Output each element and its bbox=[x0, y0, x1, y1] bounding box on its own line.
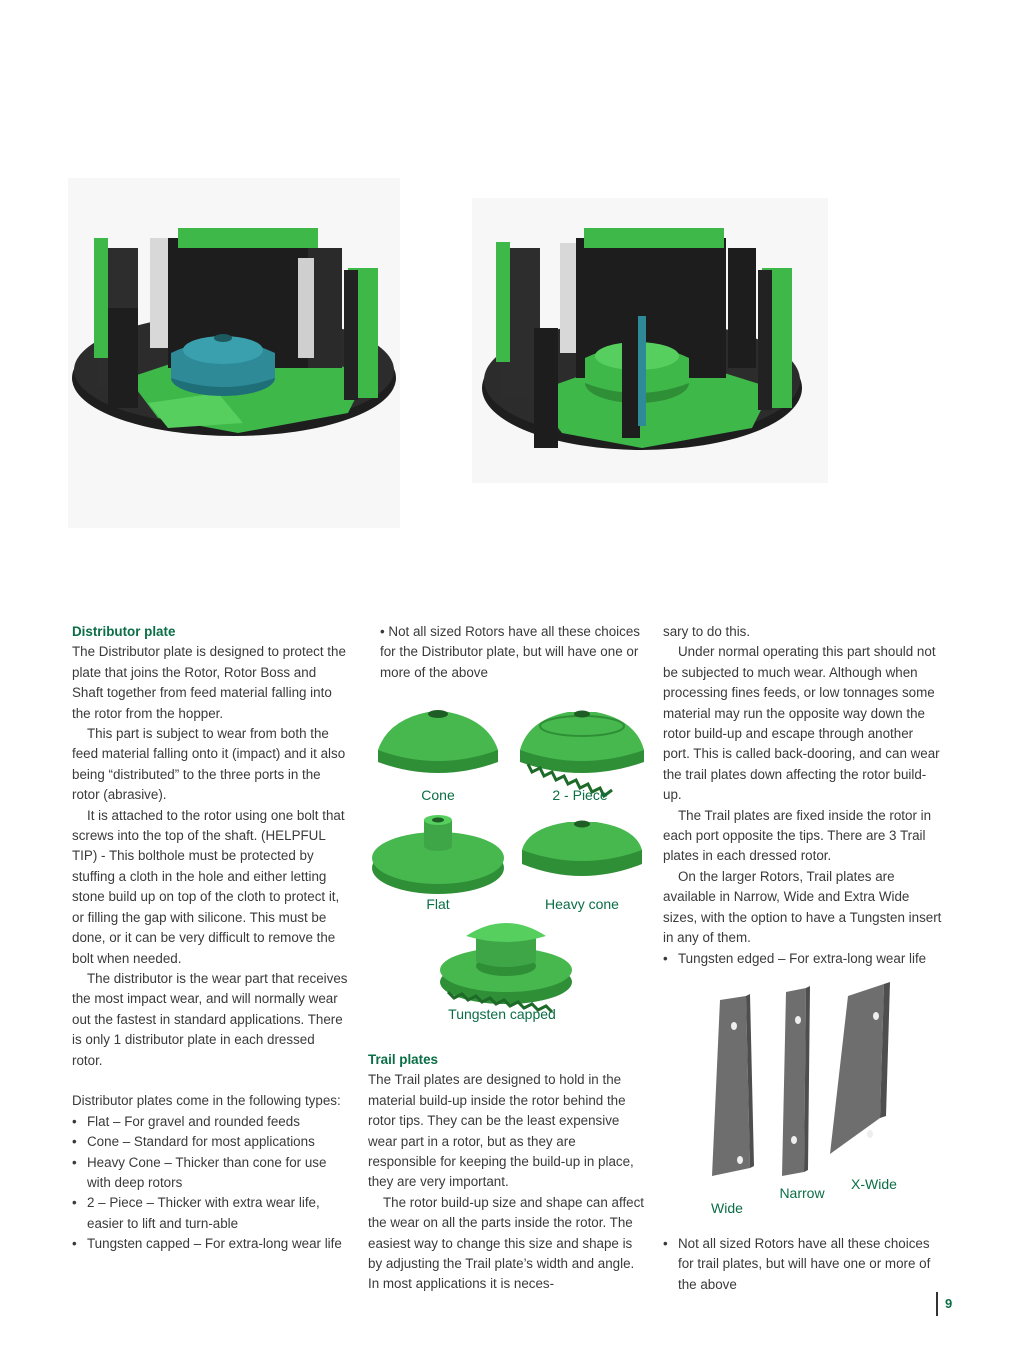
page-number: 9 bbox=[936, 1292, 952, 1316]
cone-part bbox=[378, 710, 498, 773]
middle-column-bottom bbox=[368, 1050, 646, 1295]
right-column-top bbox=[663, 622, 943, 969]
left-column bbox=[72, 622, 348, 1255]
distributor-plate-heading: Distributor plate bbox=[72, 624, 176, 639]
right-column-bottom bbox=[663, 1234, 943, 1295]
trail-plates-figure bbox=[690, 978, 940, 1220]
heavy-cone-part bbox=[522, 821, 642, 877]
paragraph: The rotor build-up size and shape can affect the wear on all the parts inside the rotor. The easiest way to change this size and shape is by adjusting the Trail plate’s width and angle. In most applications it is neces- bbox=[368, 1194, 645, 1292]
caption-heavy-cone: Heavy cone bbox=[545, 896, 619, 912]
paragraph: The Trail plates are designed to hold in the material build-up inside the rotor behind the rotor tips. They can be the least expensive wear part in a rotor, but as they are responsible for keeping the build-up in place, they are very important. bbox=[368, 1072, 634, 1190]
list-item: • Tungsten capped – For extra-long wear life bbox=[72, 1234, 348, 1254]
rotor-distributor-image bbox=[68, 178, 400, 528]
types-intro: Distributor plates come in the following types: bbox=[72, 1093, 341, 1109]
paragraph: On the larger Rotors, Trail plates are available in Narrow, Wide and Extra Wide sizes, with the option to have a Tungsten insert in any of them. bbox=[663, 868, 942, 946]
middle-column-top bbox=[380, 622, 648, 683]
list-item: • Cone – Standard for most applications bbox=[72, 1132, 348, 1152]
narrow-trail-plate bbox=[782, 986, 810, 1176]
caption-wide: Wide bbox=[711, 1200, 743, 1216]
flat-part bbox=[372, 815, 504, 894]
list-item: • Heavy Cone – Thicker than cone for use with deep rotors bbox=[72, 1153, 348, 1194]
paragraph: The Distributor plate is designed to protect the plate that joins the Rotor, Rotor Boss and Shaft together from feed material falling into the rotor from the hopper. bbox=[72, 644, 346, 721]
tungsten-capped-part bbox=[440, 923, 572, 1012]
rotor-trail-plate-image bbox=[472, 198, 828, 483]
trail-note-list bbox=[663, 1234, 943, 1295]
paragraph: Under normal operating this part should not be subjected to much wear. Although when processing fines feeds, or low tonnages some material may run the opposite way down the rotor build-up and escape through another port. This is called back-dooring, and can wear the trail plates down affecting the rotor build-up. bbox=[663, 644, 940, 803]
paragraph: sary to do this. bbox=[663, 624, 751, 639]
wide-trail-plate bbox=[712, 994, 754, 1176]
paragraph: It is attached to the rotor using one bolt that screws into the top of the shaft. (HELPFUL TIP) - This bolthole must be protected by stuffing a cloth in the hole and either letting stone build up on top of the cloth to protect it, or filling the gap with silicone. This must be done, or it can be very difficult to remove the bolt when needed. bbox=[72, 807, 345, 966]
caption-tungsten-capped: Tungsten capped bbox=[448, 1006, 556, 1022]
distributor-types-list bbox=[72, 1112, 348, 1255]
xwide-trail-plate bbox=[830, 982, 890, 1154]
two-piece-part bbox=[520, 711, 644, 797]
caption-flat: Flat bbox=[426, 896, 450, 912]
trail-plates-heading: Trail plates bbox=[368, 1052, 438, 1067]
list-item: • Flat – For gravel and rounded feeds bbox=[72, 1112, 348, 1132]
paragraph: The distributor is the wear part that receives the most impact wear, and will normally wear out the fastest in standard applications. There is only 1 distributor plate in each dressed rotor. bbox=[72, 970, 348, 1068]
caption-xwide: X-Wide bbox=[851, 1176, 897, 1192]
caption-cone: Cone bbox=[421, 787, 455, 803]
paragraph: This part is subject to wear from both the feed material falling onto it (impact) and it also being “distributed” to the three ports in the rotor (abrasive). bbox=[72, 726, 346, 803]
caption-narrow: Narrow bbox=[779, 1185, 825, 1201]
list-item: • 2 – Piece – Thicker with extra wear life, easier to lift and turn-able bbox=[72, 1193, 348, 1234]
paragraph: The Trail plates are fixed inside the rotor in each port opposite the tips. There are 3 Trail plates in each dressed rotor. bbox=[663, 807, 932, 864]
caption-two-piece: 2 - Piece bbox=[552, 787, 608, 803]
distributor-types-figure bbox=[368, 700, 648, 1020]
distributor-note: • Not all sized Rotors have all these choices for the Distributor plate, but will have one or more of the above bbox=[380, 624, 640, 680]
trail-note: • Not all sized Rotors have all these choices for trail plates, but will have one or more of the above bbox=[663, 1234, 943, 1295]
list-item: • Tungsten edged – For extra-long wear life bbox=[663, 949, 943, 969]
trail-options-list bbox=[663, 949, 943, 969]
